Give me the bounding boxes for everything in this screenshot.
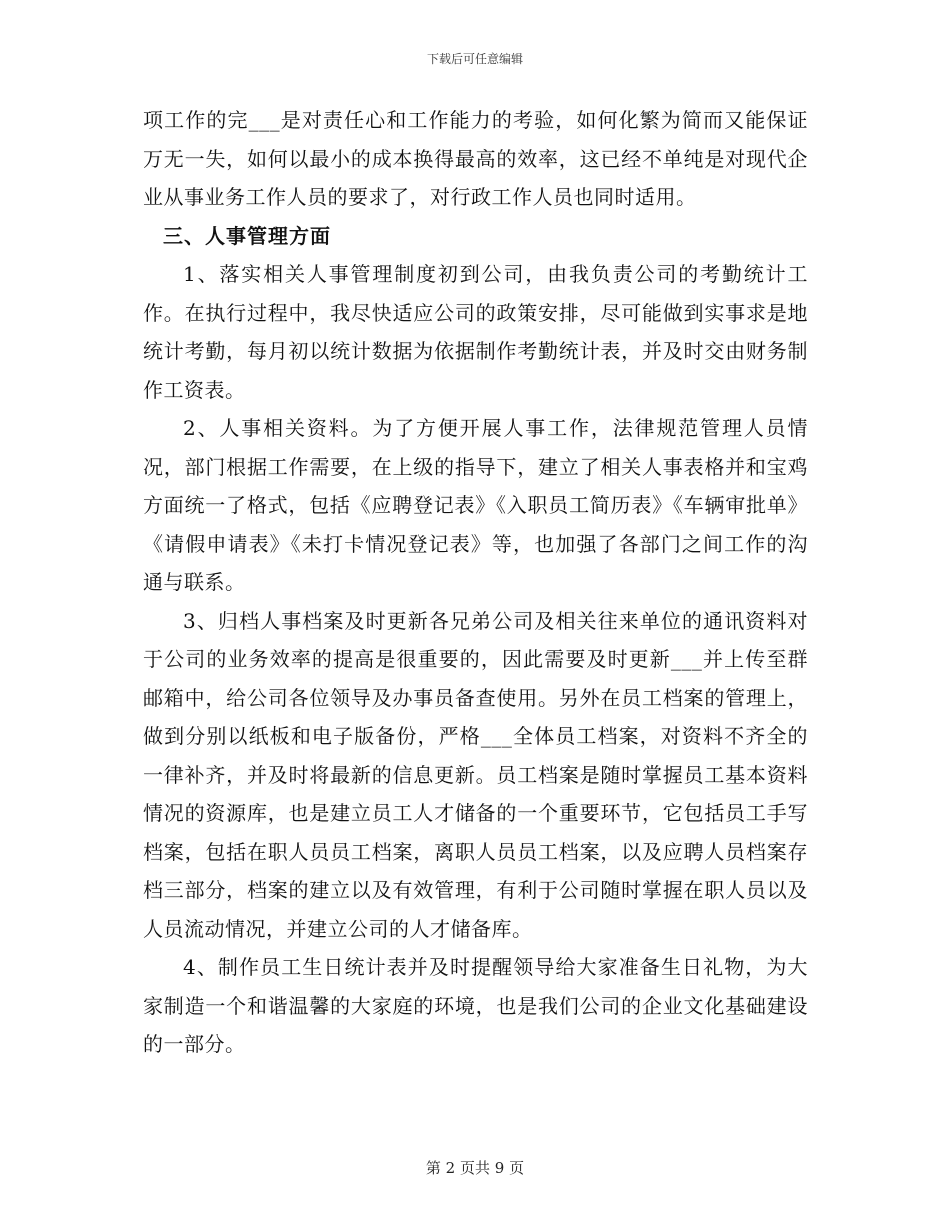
section-heading: 三、人事管理方面: [163, 223, 331, 248]
document-body: [143, 101, 808, 1064]
paragraph-archives: 3、归档人事档案及时更新各兄弟公司及相关往来单位的通讯资料对于公司的业务效率的提高是很重要的，因此需要及时更新___并上传至群邮箱中，给公司各位领导及办事员备查使用。另外在员工档案的管理上，做到分别以纸板和电子版备份，严格___全体员工档案，对资料不齐全的一律补齐，并及时将最新的信息更新。员工档案是随时掌握员工基本资料情况的资源库，也是建立员工人才储备的一个重要环节，它包括员工手写档案，包括在职人员员工档案，离职人员员工档案，以及应聘人员档案存档三部分，档案的建立以及有效管理，有利于公司随时掌握在职人员以及人员流动情况，并建立公司的人才储备库。: [143, 608, 808, 941]
continuation-paragraph: 项工作的完___是对责任心和工作能力的考验，如何化繁为简而又能保证万无一失，如何以最小的成本换得最高的效率，这已经不单纯是对现代企业从事业务工作人员的要求了，对行政工作人员也同时适用。: [143, 108, 808, 209]
paragraph-birthday: 4、制作员工生日统计表并及时提醒领导给大家准备生日礼物，为大家制造一个和谐温馨的大家庭的环境，也是我们公司的企业文化基础建设的一部分。: [143, 955, 808, 1056]
paragraph-attendance: 1、落实相关人事管理制度初到公司，由我负责公司的考勤统计工作。在执行过程中，我尽快适应公司的政策安排，尽可能做到实事求是地统计考勤，每月初以统计数据为依据制作考勤统计表，并及时交由财务制作工资表。: [143, 262, 808, 402]
page-header-note: 下载后可任意编辑: [426, 52, 523, 66]
page-footer: 第 2 页共 9 页: [425, 1159, 525, 1177]
paragraph-hr-materials: 2、人事相关资料。为了方便开展人事工作，法律规范管理人员情况，部门根据工作需要，在上级的指导下，建立了相关人事表格并和宝鸡方面统一了格式，包括《应聘登记表》《入职员工简历表》《车辆审批单》《请假申请表》《未打卡情况登记表》等，也加强了各部门之间工作的沟通与联系。: [143, 416, 808, 594]
